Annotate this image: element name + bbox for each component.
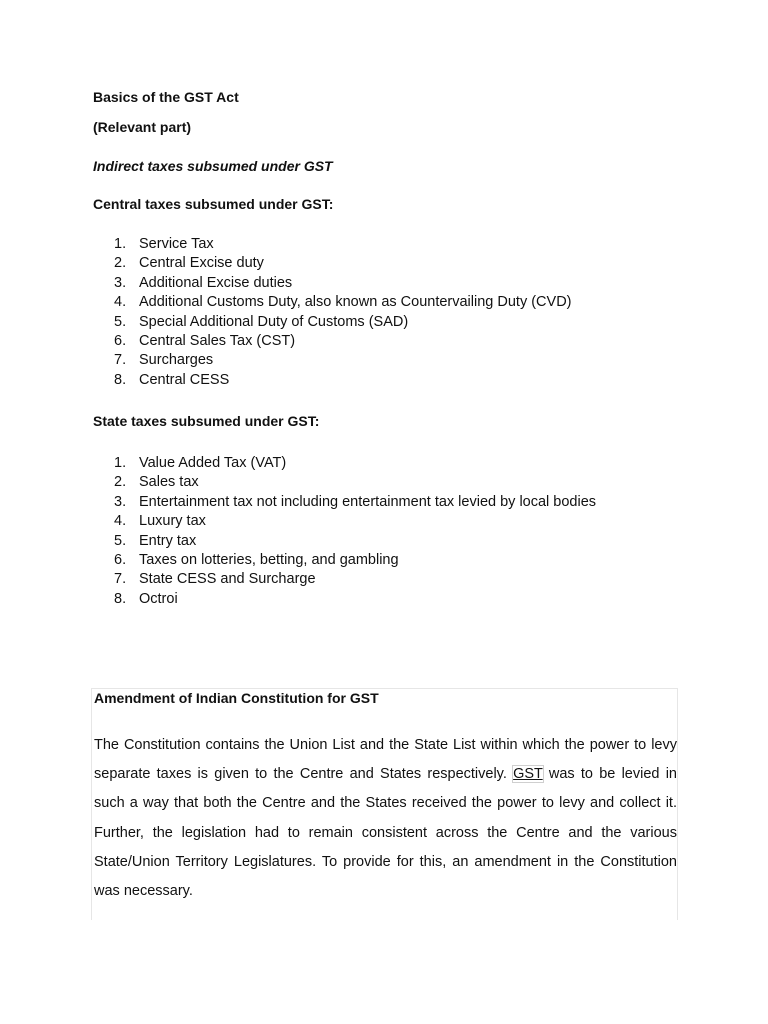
list-item-text: Surcharges (139, 352, 214, 369)
gst-link[interactable]: GST (513, 766, 543, 783)
list-item-text: Central Sales Tax (CST) (139, 332, 296, 349)
list-item-number: 1. (114, 455, 127, 471)
list-item-number: 3. (114, 493, 127, 510)
list-item-number: 8. (114, 590, 127, 607)
list-item (93, 590, 596, 609)
list-item (93, 473, 596, 492)
list-item (93, 551, 596, 570)
list-item-text: Service Tax (139, 236, 214, 252)
amendment-text-after: was to be levied in such a way that both the Centre and the States received the power to levy and collect it. Further, the legislation had to remain consistent across the Centre and the various State/Union Territory Legislatures. To provide for this, an amendment in the Constitution was necessary. (94, 766, 677, 900)
list-item-text: Central Excise duty (139, 255, 264, 272)
section-heading: Indirect taxes subsumed under GST (93, 158, 333, 174)
list-item-number: 5. (114, 532, 127, 549)
list-item (93, 313, 572, 332)
amendment-box (91, 688, 678, 920)
amendment-heading: Amendment of Indian Constitution for GST (94, 690, 379, 706)
list-item (93, 493, 596, 512)
list-item-number: 5. (114, 313, 127, 330)
list-item-text: Entertainment tax not including entertainment tax levied by local bodies (139, 493, 597, 510)
list-item-text: Entry tax (139, 532, 197, 549)
list-item-text: Central CESS (139, 371, 230, 388)
list-item (93, 532, 596, 551)
list-item (93, 570, 596, 589)
list-item (93, 274, 572, 293)
list-item (93, 512, 596, 531)
list-item-number: 3. (114, 274, 127, 291)
list-item-text: Sales tax (139, 474, 199, 491)
central-taxes-heading: Central taxes subsumed under GST: (93, 196, 334, 212)
central-taxes-list (93, 235, 572, 390)
list-item-number: 2. (114, 474, 127, 491)
list-item-number: 2. (114, 255, 127, 272)
list-item-text: Luxury tax (139, 513, 206, 530)
list-item-number: 4. (114, 513, 127, 530)
list-item (93, 293, 572, 312)
state-taxes-heading: State taxes subsumed under GST: (93, 413, 320, 429)
list-item-text: Additional Excise duties (139, 274, 293, 291)
list-item-text: Taxes on lotteries, betting, and gambling (139, 551, 399, 568)
list-item-number: 7. (114, 352, 127, 369)
amendment-text-before: The Constitution contains the Union List and the State List within which the power to levy separate taxes is given to the Centre and States respectively. (94, 737, 677, 783)
list-item-number: 7. (114, 571, 127, 588)
list-item-number: 4. (114, 294, 127, 311)
list-item-number: 8. (114, 371, 127, 388)
list-item-text: State CESS and Surcharge (139, 571, 316, 588)
list-item-text: Special Additional Duty of Customs (SAD) (139, 313, 409, 330)
list-item-number: 6. (114, 551, 127, 568)
document-subtitle: (Relevant part) (93, 119, 192, 135)
list-item-text: Octroi (139, 590, 178, 607)
list-item-text: Value Added Tax (VAT) (139, 455, 287, 471)
list-item (93, 454, 596, 473)
list-item (93, 235, 572, 254)
list-item-number: 6. (114, 332, 127, 349)
list-item (93, 371, 572, 390)
list-item-number: 1. (114, 236, 127, 252)
document-title: Basics of the GST Act (93, 89, 239, 105)
amendment-paragraph (94, 731, 677, 906)
list-item-text: Additional Customs Duty, also known as Countervailing Duty (CVD) (139, 294, 572, 311)
list-item (93, 332, 572, 351)
list-item (93, 254, 572, 273)
list-item (93, 351, 572, 370)
state-taxes-list (93, 454, 596, 609)
